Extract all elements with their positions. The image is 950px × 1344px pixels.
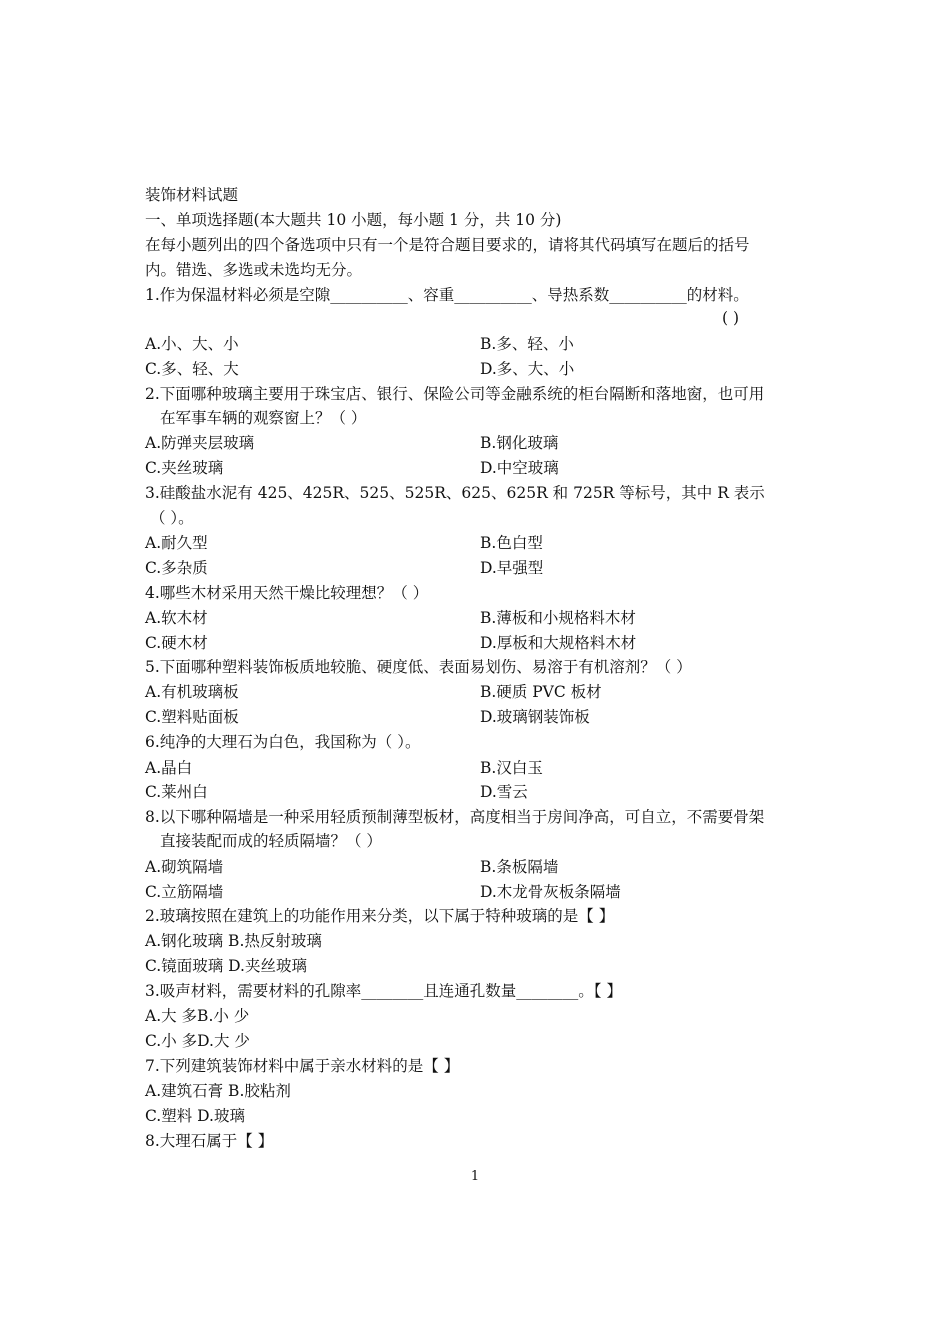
question-2b-stem: 2.玻璃按照在建筑上的功能作用来分类，以下属于特种玻璃的是【 】 [145, 907, 615, 925]
question-8-option-a: A.砌筑隔墙 [145, 858, 224, 876]
question-7-stem: 7.下列建筑装饰材料中属于亲水材料的是【 】 [145, 1057, 460, 1075]
question-3-stem-line-2: （ ）。 [150, 509, 194, 527]
question-4-option-a: A.软木材 [145, 609, 208, 627]
question-8-stem-line-2: 直接装配而成的轻质隔墙？（ ） [160, 832, 382, 850]
question-6-option-c: C.莱州白 [145, 783, 208, 801]
question-8b-stem: 8.大理石属于【 】 [145, 1132, 274, 1150]
question-3b-options-cd: C.小 多D.大 少 [145, 1032, 250, 1050]
question-7-options-ab: A.建筑石膏 B.胶粘剂 [145, 1082, 291, 1100]
question-4-option-b: B.薄板和小规格料木材 [480, 609, 636, 627]
question-6-option-a: A.晶白 [145, 759, 193, 777]
question-4-option-d: D.厚板和大规格料木材 [480, 634, 637, 652]
question-3b-options-ab: A.大 多B.小 少 [145, 1007, 250, 1025]
page-number: 1 [470, 1169, 480, 1184]
question-3-option-b: B.色白型 [480, 534, 543, 552]
question-2-option-b: B.钢化玻璃 [480, 434, 559, 452]
question-1-option-d: D.多、大、小 [480, 360, 575, 378]
question-8-option-d: D.木龙骨灰板条隔墙 [480, 883, 621, 901]
question-8-option-b: B.条板隔墙 [480, 858, 559, 876]
question-4-stem: 4.哪些木材采用天然干燥比较理想？（ ） [145, 584, 429, 602]
question-6-option-b: B.汉白玉 [480, 759, 543, 777]
section-heading: 一、单项选择题(本大题共 10 小题，每小题 1 分，共 10 分) [145, 211, 562, 229]
question-5-option-d: D.玻璃钢装饰板 [480, 708, 590, 726]
instructions-line-1: 在每小题列出的四个备选项中只有一个是符合题目要求的，请将其代码填写在题后的括号 [145, 236, 750, 254]
question-3-stem-line-1: 3.硅酸盐水泥有 425、425R、525、525R、625、625R 和 725R 等标号，其中 R 表示 [145, 484, 765, 502]
question-3-option-c: C.多杂质 [145, 559, 208, 577]
question-3b-stem: 3.吸声材料，需要材料的孔隙率________且连通孔数量________。【 】 [145, 982, 622, 1000]
document-title: 装饰材料试题 [145, 186, 239, 204]
question-1-answer-paren: ( ) [722, 309, 740, 327]
question-2-stem-line-1: 2.下面哪种玻璃主要用于珠宝店、银行、保险公司等金融系统的柜台隔断和落地窗，也可用 [145, 385, 765, 403]
question-5-option-a: A.有机玻璃板 [145, 683, 239, 701]
question-2-option-c: C.夹丝玻璃 [145, 459, 224, 477]
question-4-option-c: C.硬木材 [145, 634, 208, 652]
question-3-option-d: D.早强型 [480, 559, 544, 577]
question-5-option-c: C.塑料贴面板 [145, 708, 239, 726]
question-7-options-cd: C.塑料 D.玻璃 [145, 1107, 245, 1125]
question-2-option-d: D.中空玻璃 [480, 459, 559, 477]
question-8-stem-line-1: 8.以下哪种隔墙是一种采用轻质预制薄型板材，高度相当于房间净高，可自立，不需要骨架 [145, 808, 765, 826]
question-5-stem: 5.下面哪种塑料装饰板质地较脆、硬度低、表面易划伤、易溶于有机溶剂？（ ） [145, 658, 692, 676]
question-1-stem: 1.作为保温材料必须是空隙__________、容重__________、导热系数__________的材料。 [145, 286, 749, 304]
question-6-stem: 6.纯净的大理石为白色，我国称为（ ）。 [145, 733, 421, 751]
question-5-option-b: B.硬质 PVC 板材 [480, 683, 602, 701]
question-2b-options-cd: C.镜面玻璃 D.夹丝玻璃 [145, 957, 307, 975]
question-3-option-a: A.耐久型 [145, 534, 208, 552]
question-1-option-c: C.多、轻、大 [145, 360, 239, 378]
question-2-option-a: A.防弹夹层玻璃 [145, 434, 255, 452]
question-2b-options-ab: A.钢化玻璃 B.热反射玻璃 [145, 932, 322, 950]
instructions-line-2: 内。错选、多选或未选均无分。 [145, 261, 363, 279]
question-1-option-a: A.小、大、小 [145, 335, 239, 353]
question-8-option-c: C.立筋隔墙 [145, 883, 224, 901]
question-2-stem-line-2: 在军事车辆的观察窗上？（ ） [160, 409, 367, 427]
question-1-option-b: B.多、轻、小 [480, 335, 574, 353]
question-6-option-d: D.雪云 [480, 783, 528, 801]
